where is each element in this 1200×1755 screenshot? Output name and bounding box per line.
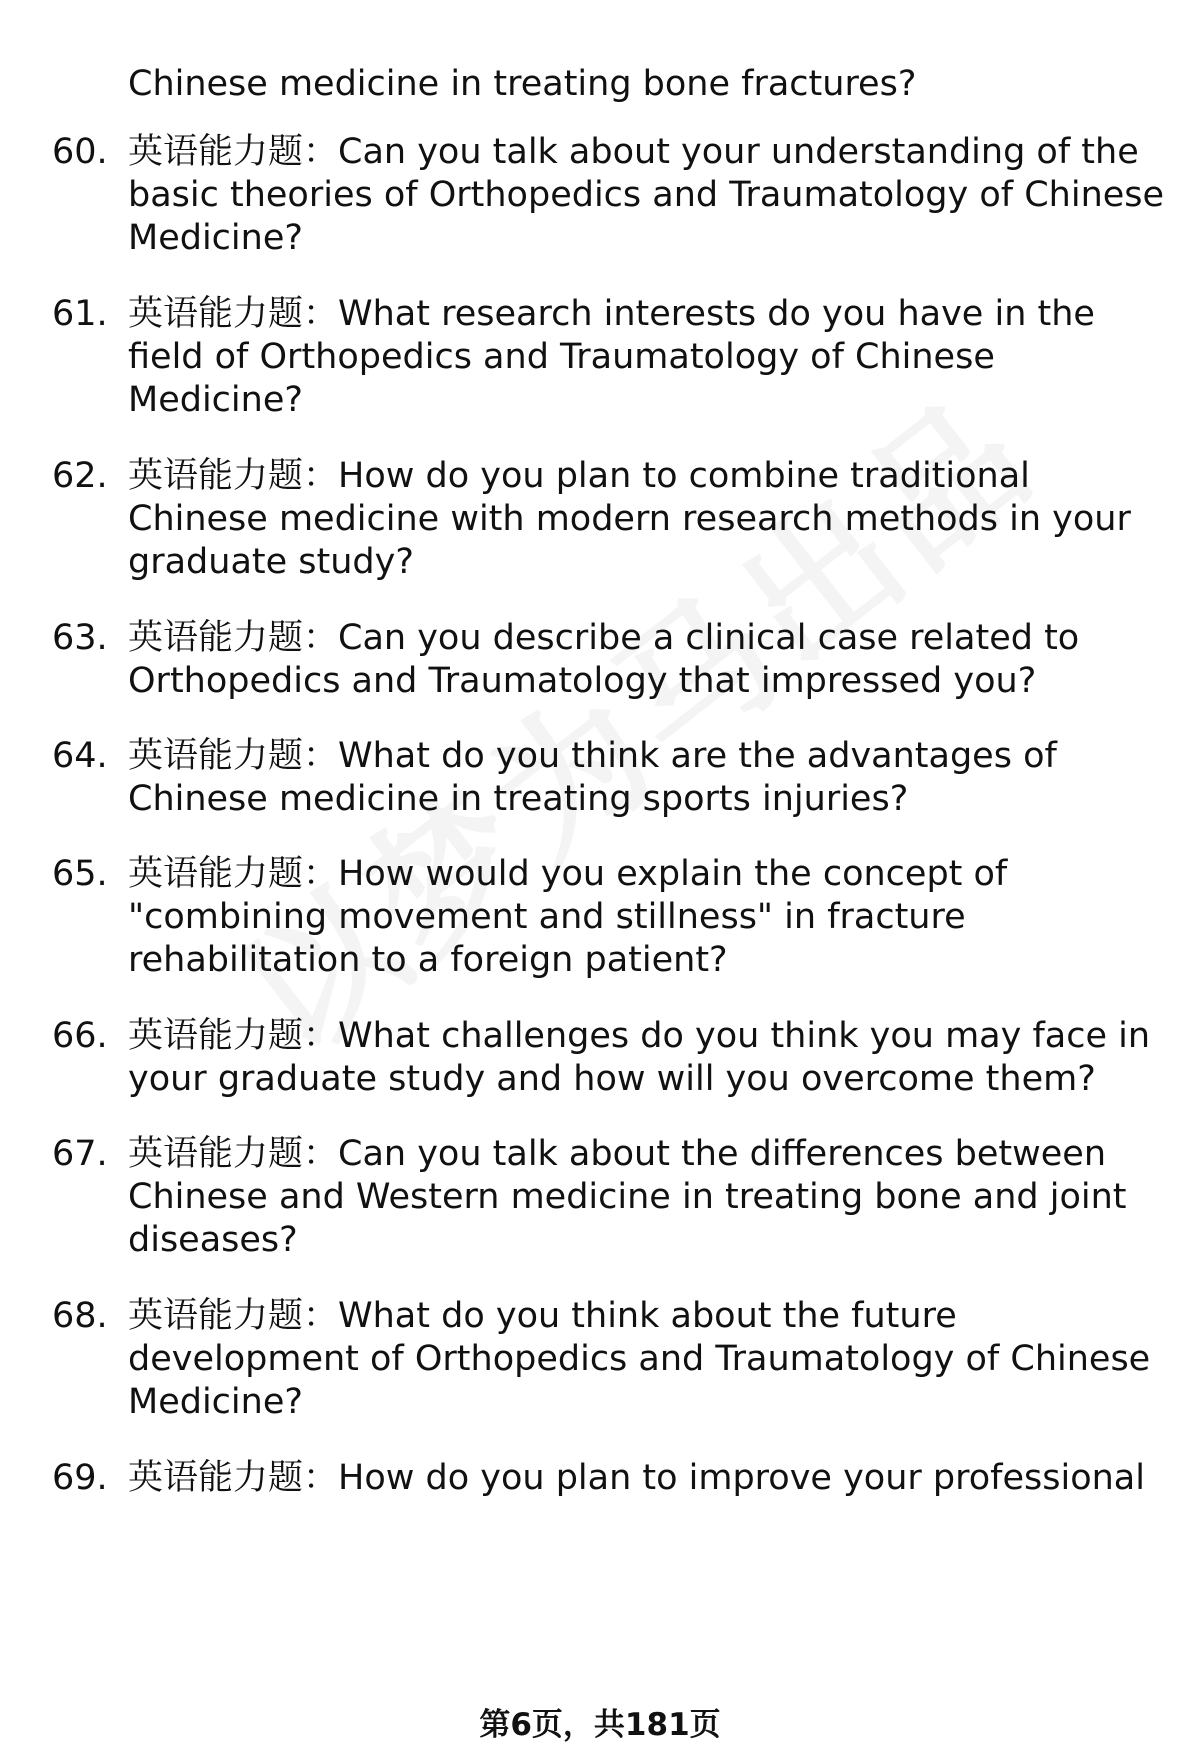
question-line <box>128 452 1030 501</box>
question-prefix: 英语能力题： <box>128 1134 339 1174</box>
question-text: Can you talk about your understanding of the <box>338 132 1139 172</box>
question-line: Orthopedics and Traumatology that impressed you? <box>128 661 1037 701</box>
question-prefix: 英语能力题： <box>128 1296 339 1336</box>
question-line <box>128 614 1079 663</box>
question-prefix: 英语能力题： <box>128 132 339 172</box>
question-number: 62. <box>52 456 108 496</box>
question-line: Medicine? <box>128 1382 303 1422</box>
page-footer: 第6页，共181页 <box>479 1707 721 1743</box>
question-line: Medicine? <box>128 218 303 258</box>
question-number: 69. <box>52 1458 108 1498</box>
question-line <box>128 732 1057 781</box>
question-line: graduate study? <box>128 542 414 582</box>
question-line <box>128 1012 1150 1061</box>
question-text: How do you plan to improve your professional <box>338 1458 1145 1498</box>
question-prefix: 英语能力题： <box>128 618 339 658</box>
question-text: Can you talk about the differences between <box>338 1134 1107 1174</box>
question-line: Chinese and Western medicine in treating bone and joint <box>128 1177 1127 1217</box>
question-number: 67. <box>52 1134 108 1174</box>
question-line <box>128 1292 957 1341</box>
question-number: 66. <box>52 1016 108 1056</box>
question-number: 65. <box>52 854 108 894</box>
question-text: What research interests do you have in the <box>338 294 1095 334</box>
question-prefix: 英语能力题： <box>128 854 339 894</box>
question-line <box>128 1130 1106 1179</box>
question-number: 63. <box>52 618 108 658</box>
question-number: 60. <box>52 132 108 172</box>
question-line: development of Orthopedics and Traumatology of Chinese <box>128 1339 1151 1379</box>
question-text: What do you think about the future <box>338 1296 957 1336</box>
question-line: your graduate study and how will you overcome them? <box>128 1059 1096 1099</box>
question-line <box>128 290 1095 339</box>
question-line: "combining movement and stillness" in fracture <box>128 897 966 937</box>
continuation-line: Chinese medicine in treating bone fractures? <box>128 64 917 104</box>
question-text: What challenges do you think you may face in <box>338 1016 1151 1056</box>
question-line <box>128 850 1007 899</box>
question-line: Chinese medicine with modern research methods in your <box>128 499 1131 539</box>
question-prefix: 英语能力题： <box>128 456 339 496</box>
question-line: rehabilitation to a foreign patient? <box>128 940 728 980</box>
question-text: How would you explain the concept of <box>338 854 1008 894</box>
question-line <box>128 1454 1145 1503</box>
question-prefix: 英语能力题： <box>128 1458 339 1498</box>
question-prefix: 英语能力题： <box>128 294 339 334</box>
question-line <box>128 128 1139 177</box>
question-line: Medicine? <box>128 380 303 420</box>
question-number: 61. <box>52 294 108 334</box>
question-prefix: 英语能力题： <box>128 1016 339 1056</box>
question-text: Can you describe a clinical case related to <box>338 618 1080 658</box>
question-number: 64. <box>52 736 108 776</box>
question-text: How do you plan to combine traditional <box>338 456 1030 496</box>
question-number: 68. <box>52 1296 108 1336</box>
question-line: Chinese medicine in treating sports injuries? <box>128 779 909 819</box>
question-line: diseases? <box>128 1220 298 1260</box>
question-line: basic theories of Orthopedics and Traumatology of Chinese <box>128 175 1165 215</box>
question-text: What do you think are the advantages of <box>338 736 1057 776</box>
question-line: field of Orthopedics and Traumatology of Chinese <box>128 337 995 377</box>
question-prefix: 英语能力题： <box>128 736 339 776</box>
